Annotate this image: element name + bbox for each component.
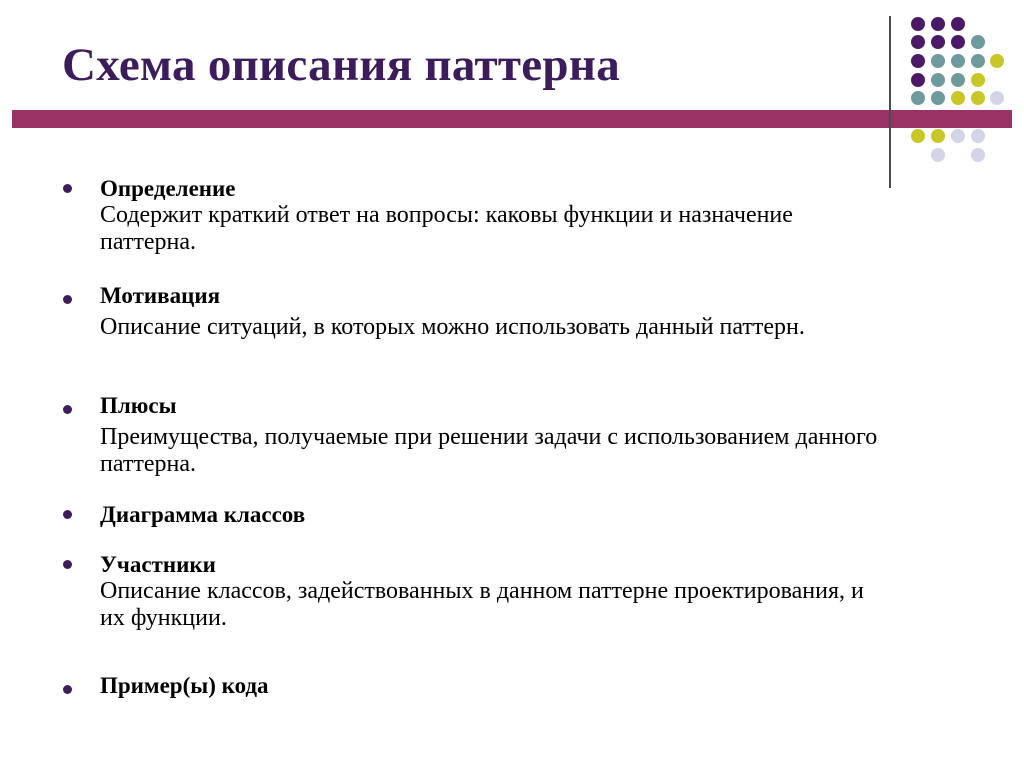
list-item <box>100 282 880 341</box>
decor-dot <box>951 73 965 87</box>
title-underline-bar <box>12 110 1012 128</box>
bullet-dot <box>63 510 72 519</box>
decor-dot <box>951 17 965 31</box>
decor-dot <box>931 17 945 31</box>
list-item <box>100 392 880 478</box>
decor-dot <box>931 91 945 105</box>
decor-dot <box>971 35 985 49</box>
decor-dot <box>911 129 925 143</box>
decor-dot <box>971 54 985 68</box>
list-item <box>100 175 880 256</box>
decor-dot <box>990 91 1004 105</box>
item-heading: Плюсы <box>100 393 177 418</box>
item-heading: Пример(ы) кода <box>100 673 269 698</box>
item-heading: Участники <box>100 552 216 577</box>
decor-dot <box>971 148 985 162</box>
decor-dot <box>911 91 925 105</box>
item-description: Преимущества, получаемые при решении задачи с использованием данного паттерна. <box>100 424 878 477</box>
item-description: Описание ситуаций, в которых можно использовать данный паттерн. <box>100 314 805 340</box>
decor-dot <box>971 129 985 143</box>
decor-dot <box>951 129 965 143</box>
decor-dot <box>951 91 965 105</box>
list-item <box>100 551 880 632</box>
bullet-dot <box>63 295 72 304</box>
list-item <box>100 672 880 699</box>
decor-dot <box>931 148 945 162</box>
decor-dot <box>971 91 985 105</box>
decor-dot <box>931 73 945 87</box>
decor-dot <box>931 35 945 49</box>
bullet-dot <box>63 685 72 694</box>
decor-dot <box>911 73 925 87</box>
decor-dot <box>971 73 985 87</box>
decor-dot <box>990 54 1004 68</box>
bullet-dot <box>63 405 72 414</box>
decor-dot <box>951 35 965 49</box>
item-description: Описание классов, задействованных в данном паттерне проектирования, и их функции. <box>100 578 864 631</box>
bullet-dot <box>63 560 72 569</box>
decor-dot <box>951 54 965 68</box>
item-description: Содержит краткий ответ на вопросы: каковы функции и назначение паттерна. <box>100 202 793 255</box>
decor-dot <box>911 54 925 68</box>
decor-dot <box>911 35 925 49</box>
item-heading: Диаграмма классов <box>100 502 306 527</box>
bullet-dot <box>63 184 72 193</box>
decor-dot <box>931 129 945 143</box>
item-heading: Определение <box>100 176 236 201</box>
decorative-vertical-line <box>889 16 891 188</box>
item-heading: Мотивация <box>100 283 221 308</box>
slide-title: Схема описания паттерна <box>62 39 621 91</box>
list-item <box>100 501 880 528</box>
decor-dot <box>931 54 945 68</box>
decor-dot <box>911 17 925 31</box>
